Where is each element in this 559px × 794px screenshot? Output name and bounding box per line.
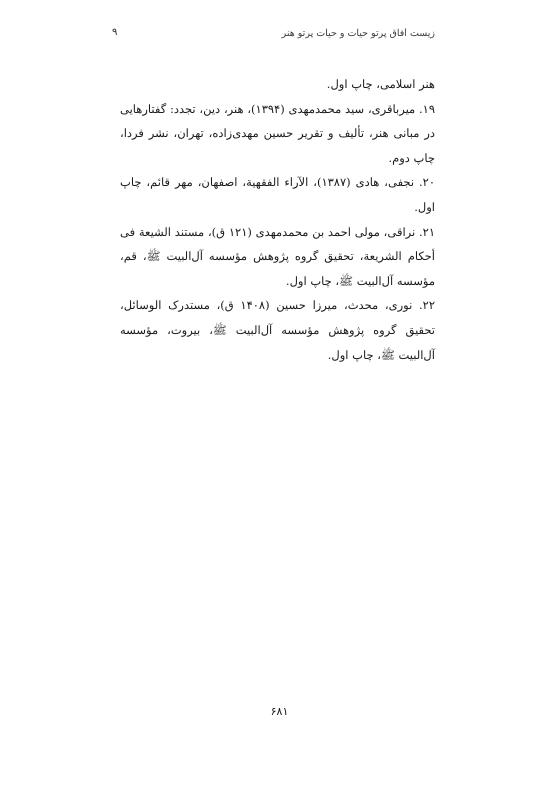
header-page-mark: ۹ xyxy=(112,27,118,38)
entry-number: ۲۲. xyxy=(418,298,435,313)
entry-text: نجفی، هادی (۱۳۸۷)، الآراء الفقهیة، اصفهان، مهر قائم، چاپ اول. xyxy=(120,175,435,214)
entry-text: نوری، محدث، میرزا حسین (۱۴۰۸ ق)، مستدرک الوسائل، تحقیق گروه پژوهش مؤسسه آل‌البیت ﷺ، بیروت، مؤسسه آل‌البیت ﷺ، چاپ اول. xyxy=(120,298,435,362)
page-number: ۶۸۱ xyxy=(270,705,289,718)
entry-number: ۲۱. xyxy=(418,224,435,239)
bibliography-entry-20 xyxy=(120,170,435,219)
running-header: زیست‌ آفاق‌ پرتو حیات و حیات‌ پرتو هنر xyxy=(281,28,435,39)
entry-text: میرباقری، سید محمدمهدی (۱۳۹۴)، هنر، دین، تجدد: گفتارهایی در مبانی هنر، تألیف و تقریر حسین مهدی‌زاده، تهران، نشر فردا، چاپ دوم. xyxy=(120,101,435,165)
bibliography-list xyxy=(120,72,435,367)
entry-number: ۱۹. xyxy=(418,101,435,116)
bibliography-entry-19 xyxy=(120,97,435,171)
bibliography-entry-22 xyxy=(120,293,435,367)
entry-text: نراقی، مولی احمد بن محمدمهدی (۱۲۱ ق)، مستند الشیعة فی أحکام الشریعة، تحقیق گروه پژوهش مؤسسه آل‌البیت ﷺ، قم، مؤسسه آل‌البیت ﷺ، چاپ اول. xyxy=(120,224,435,288)
entry-number: ۲۰. xyxy=(419,175,436,190)
continuation-text: هنر اسلامی، چاپ اول. xyxy=(326,77,435,91)
bibliography-continuation xyxy=(120,72,435,97)
bibliography-entry-21 xyxy=(120,220,435,294)
